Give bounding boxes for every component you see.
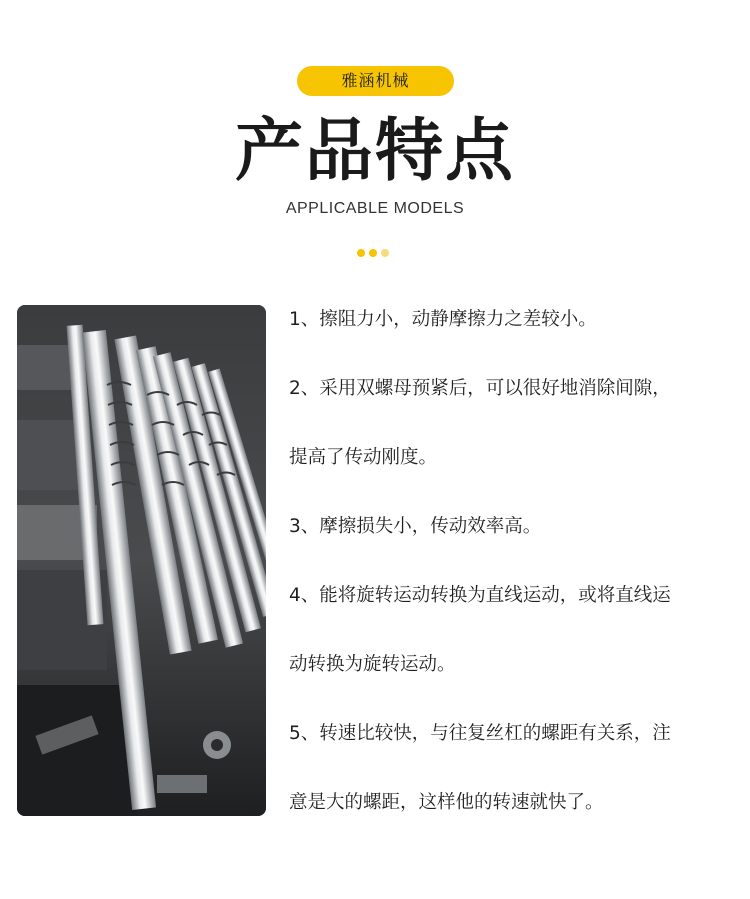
feature-line-2: 2、采用双螺母预紧后，可以很好地消除间隙， <box>289 378 671 399</box>
page-title: 产品特点 <box>234 112 515 191</box>
dot-2 <box>369 249 377 257</box>
feature-line-4: 3、摩擦损失小，传动效率高。 <box>289 516 542 537</box>
feature-line-5: 4、能将旋转运动转换为直线运动，或将直线运 <box>289 585 671 606</box>
feature-line-8: 意是大的螺距，这样他的转速就快了。 <box>289 792 604 813</box>
brand-badge: 雅涵机械 <box>297 66 454 96</box>
dot-3 <box>381 249 389 257</box>
feature-line-1: 1、擦阻力小，动静摩擦力之差较小。 <box>289 309 597 330</box>
page-subtitle: APPLICABLE MODELS <box>285 200 465 217</box>
ball-screw-shafts-image <box>17 305 266 816</box>
product-photo <box>17 305 266 816</box>
feature-line-7: 5、转速比较快，与往复丝杠的螺距有关系，注 <box>289 723 671 744</box>
decorative-dots <box>357 249 389 257</box>
feature-line-3: 提高了传动刚度。 <box>289 447 438 468</box>
feature-line-6: 动转换为旋转运动。 <box>289 654 456 675</box>
dot-1 <box>357 249 365 257</box>
feature-list <box>289 300 734 852</box>
